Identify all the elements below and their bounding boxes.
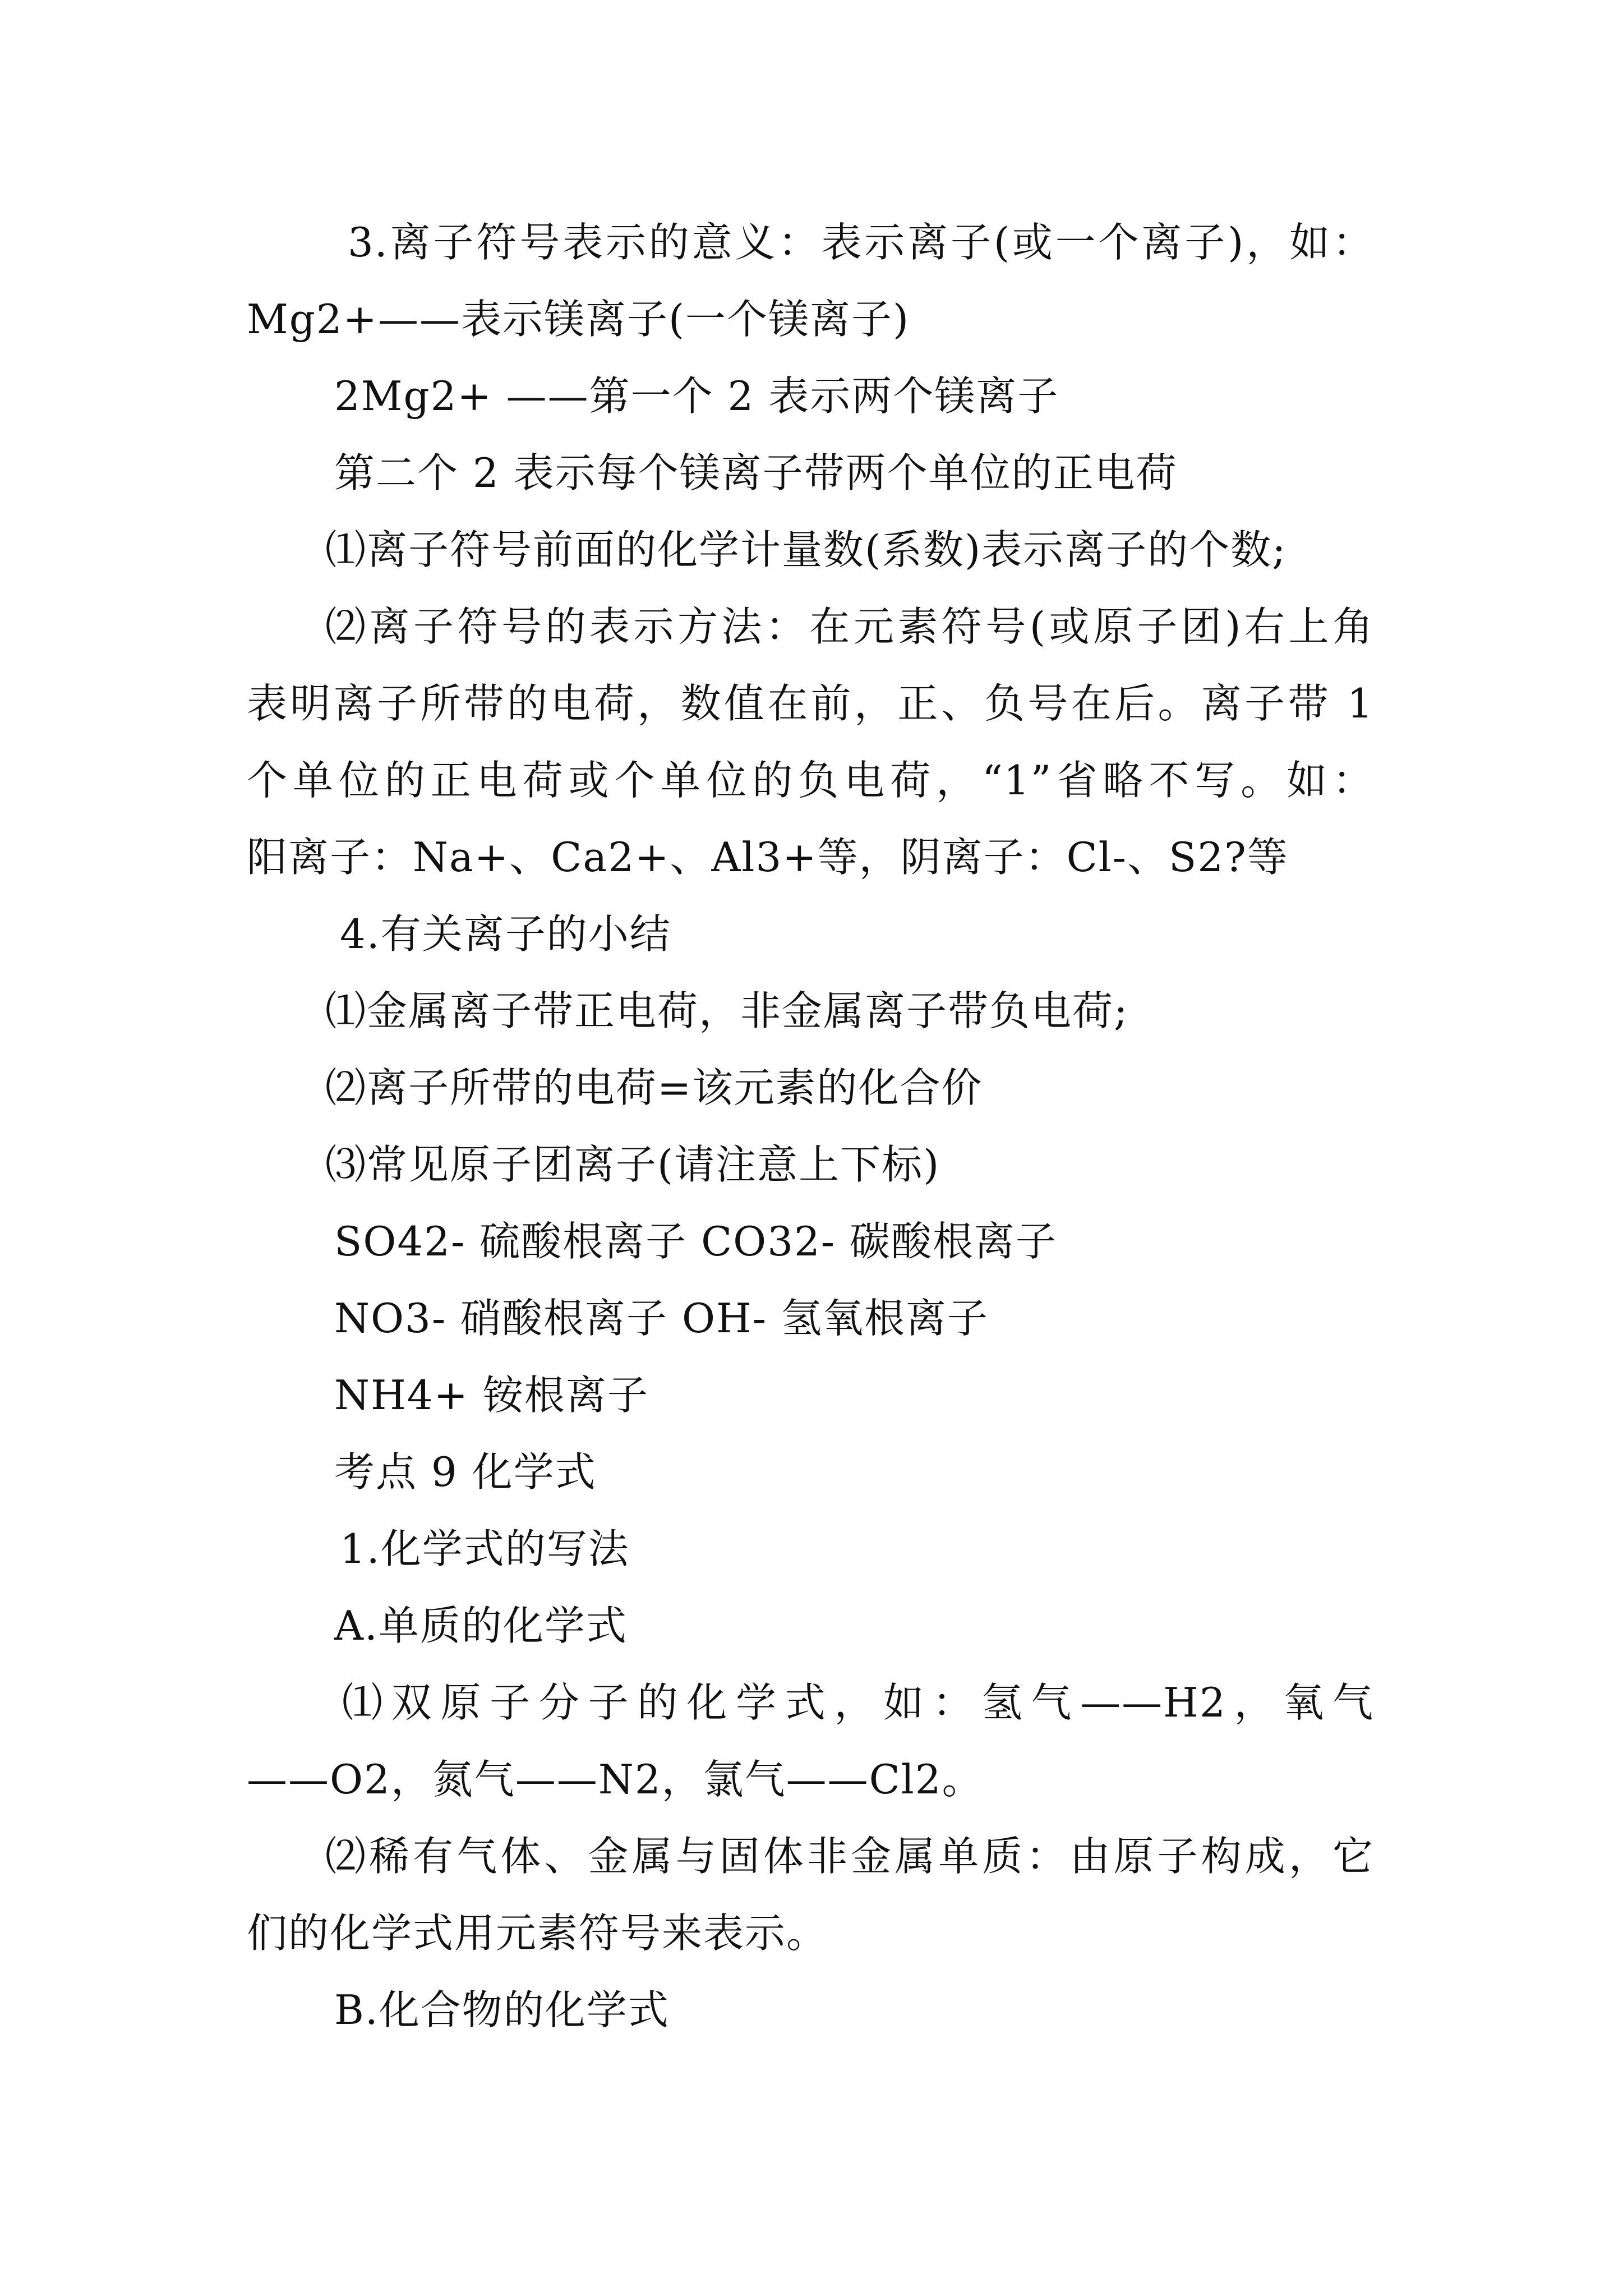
- section-heading: B.化合物的化学式: [334, 1986, 670, 2033]
- text-line: ⑶常见原子团离子(请注意上下标): [325, 1141, 940, 1188]
- text-line: 第二个 2 表示每个镁离子带两个单位的正电荷: [334, 449, 1178, 496]
- text-line: ⑴离子符号前面的化学计量数(系数)表示离子的个数;: [325, 526, 1287, 573]
- text-line: 们的化学式用元素符号来表示。: [247, 1910, 828, 1957]
- text-line: SO42- 硫酸根离子 CO32- 碳酸根离子: [334, 1218, 1058, 1265]
- section-heading: A.单质的化学式: [334, 1602, 628, 1649]
- text-line: Mg2+——表示镁离子(一个镁离子): [247, 296, 910, 343]
- text-line: ⑴金属离子带正电荷，非金属离子带负电荷;: [325, 987, 1129, 1034]
- text-line: 阳离子：Na+、Ca2+、Al3+等，阴离子：Cl-、S2?等: [247, 834, 1289, 881]
- text-line: 2Mg2+ ——第一个 2 表示两个镁离子: [334, 372, 1059, 420]
- text-line: NO3- 硝酸根离子 OH- 氢氧根离子: [334, 1295, 989, 1342]
- text-line: ——O2，氮气——N2，氯气——Cl2。: [247, 1756, 984, 1803]
- text-line: ⑵离子所带的电荷=该元素的化合价: [325, 1064, 983, 1111]
- section-heading: 1.化学式的写法: [340, 1525, 630, 1572]
- section-heading: 4.有关离子的小结: [340, 910, 671, 958]
- text-line: 3.离子符号表示的意义：表示离子(或一个离子)，如：: [348, 219, 1374, 266]
- text-line: ⑵稀有气体、金属与固体非金属单质：由原子构成，它: [325, 1833, 1374, 1880]
- text-line: NH4+ 铵根离子: [334, 1372, 649, 1419]
- text-line: 表明离子所带的电荷，数值在前，正、负号在后。离子带 1: [247, 680, 1374, 727]
- text-line: 个单位的正电荷或个单位的负电荷，“1”省略不写。如：: [247, 757, 1374, 804]
- text-line: ⑵离子符号的表示方法：在元素符号(或原子团)右上角: [325, 603, 1374, 650]
- section-heading: 考点 9 化学式: [334, 1448, 597, 1496]
- text-line: ⑴双原子分子的化学式，如：氢气——H2，氧气: [342, 1679, 1374, 1726]
